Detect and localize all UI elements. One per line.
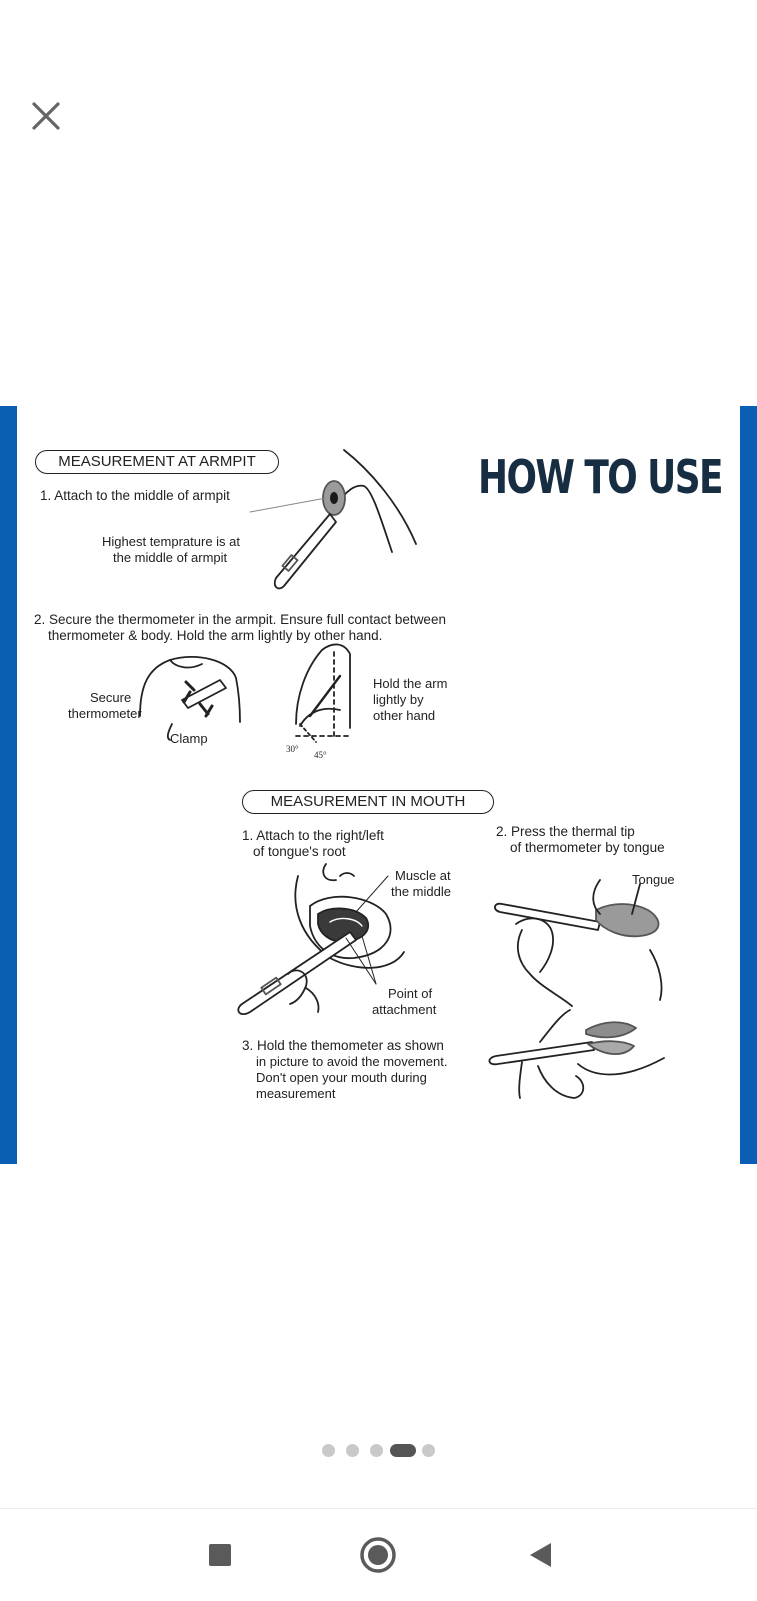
mouth-section-header: MEASUREMENT IN MOUTH — [242, 790, 494, 814]
secure-torso-drawing — [140, 657, 240, 740]
armpit-note-line-2: the middle of armpit — [113, 550, 228, 565]
lips-hold-drawing — [489, 1010, 664, 1098]
mouth-step-2-line-1: 2. Press the thermal tip — [496, 824, 635, 839]
mouth-step-1-line-1: 1. Attach to the right/left — [242, 828, 384, 843]
home-button[interactable] — [338, 1509, 418, 1601]
page-dot[interactable] — [322, 1444, 335, 1457]
close-button[interactable] — [26, 96, 66, 136]
square-icon — [200, 1535, 240, 1575]
armpit-note-line-1: Highest temprature is at — [102, 534, 241, 549]
mouth-face-drawing — [238, 864, 404, 1014]
clamp-label: Clamp — [170, 731, 208, 746]
page-dot[interactable] — [370, 1444, 383, 1457]
system-navigation-bar — [0, 1508, 757, 1601]
triangle-back-icon — [520, 1535, 560, 1575]
close-icon — [26, 96, 66, 136]
armpit-step-2-line-1: 2. Secure the thermometer in the armpit. Ensure full contact between — [34, 612, 446, 627]
mouth-step-1-line-2: of tongue's root — [253, 844, 346, 859]
armpit-step-2-line-2: thermometer & body. Hold the arm lightly by other hand. — [48, 628, 383, 643]
mouth-step-3-line-1: 3. Hold the themometer as shown — [242, 1038, 444, 1053]
recents-button[interactable] — [180, 1509, 260, 1601]
secure-label-line-1: Secure — [90, 690, 132, 705]
instruction-image[interactable] — [0, 406, 757, 1164]
muscle-label-line-2: the middle — [391, 884, 451, 899]
secure-label-line-2: thermometer — [68, 706, 142, 721]
mouth-step-3-line-4: measurement — [256, 1086, 336, 1101]
tongue-press-drawing — [495, 880, 662, 1006]
page-dot[interactable] — [422, 1444, 435, 1457]
page-dot[interactable] — [346, 1444, 359, 1457]
mouth-step-3-line-3: Don't open your mouth during — [256, 1070, 427, 1085]
point-label-line-2: attachment — [372, 1002, 437, 1017]
page-title: HOW TO USE — [478, 450, 722, 504]
hold-arm-drawing — [296, 644, 350, 742]
armpit-section-header: MEASUREMENT AT ARMPIT — [35, 450, 279, 474]
mouth-step-2-line-2: of thermometer by tongue — [510, 840, 665, 855]
angle-label-45: 45° — [314, 750, 327, 760]
hold-label-line-2: lightly by — [373, 692, 424, 707]
hold-label-line-1: Hold the arm — [373, 676, 448, 691]
muscle-label-line-1: Muscle at — [395, 868, 451, 883]
armpit-step-1: 1. Attach to the middle of armpit — [40, 488, 230, 503]
point-label-line-1: Point of — [388, 986, 433, 1001]
angle-label-30: 30° — [286, 744, 299, 754]
tongue-label: Tongue — [632, 872, 675, 887]
circle-icon — [358, 1535, 398, 1575]
mouth-step-3-line-2: in picture to avoid the movement. — [256, 1054, 448, 1069]
hold-label-line-3: other hand — [373, 708, 436, 723]
back-button[interactable] — [500, 1509, 580, 1601]
page-dot-active[interactable] — [390, 1444, 416, 1457]
